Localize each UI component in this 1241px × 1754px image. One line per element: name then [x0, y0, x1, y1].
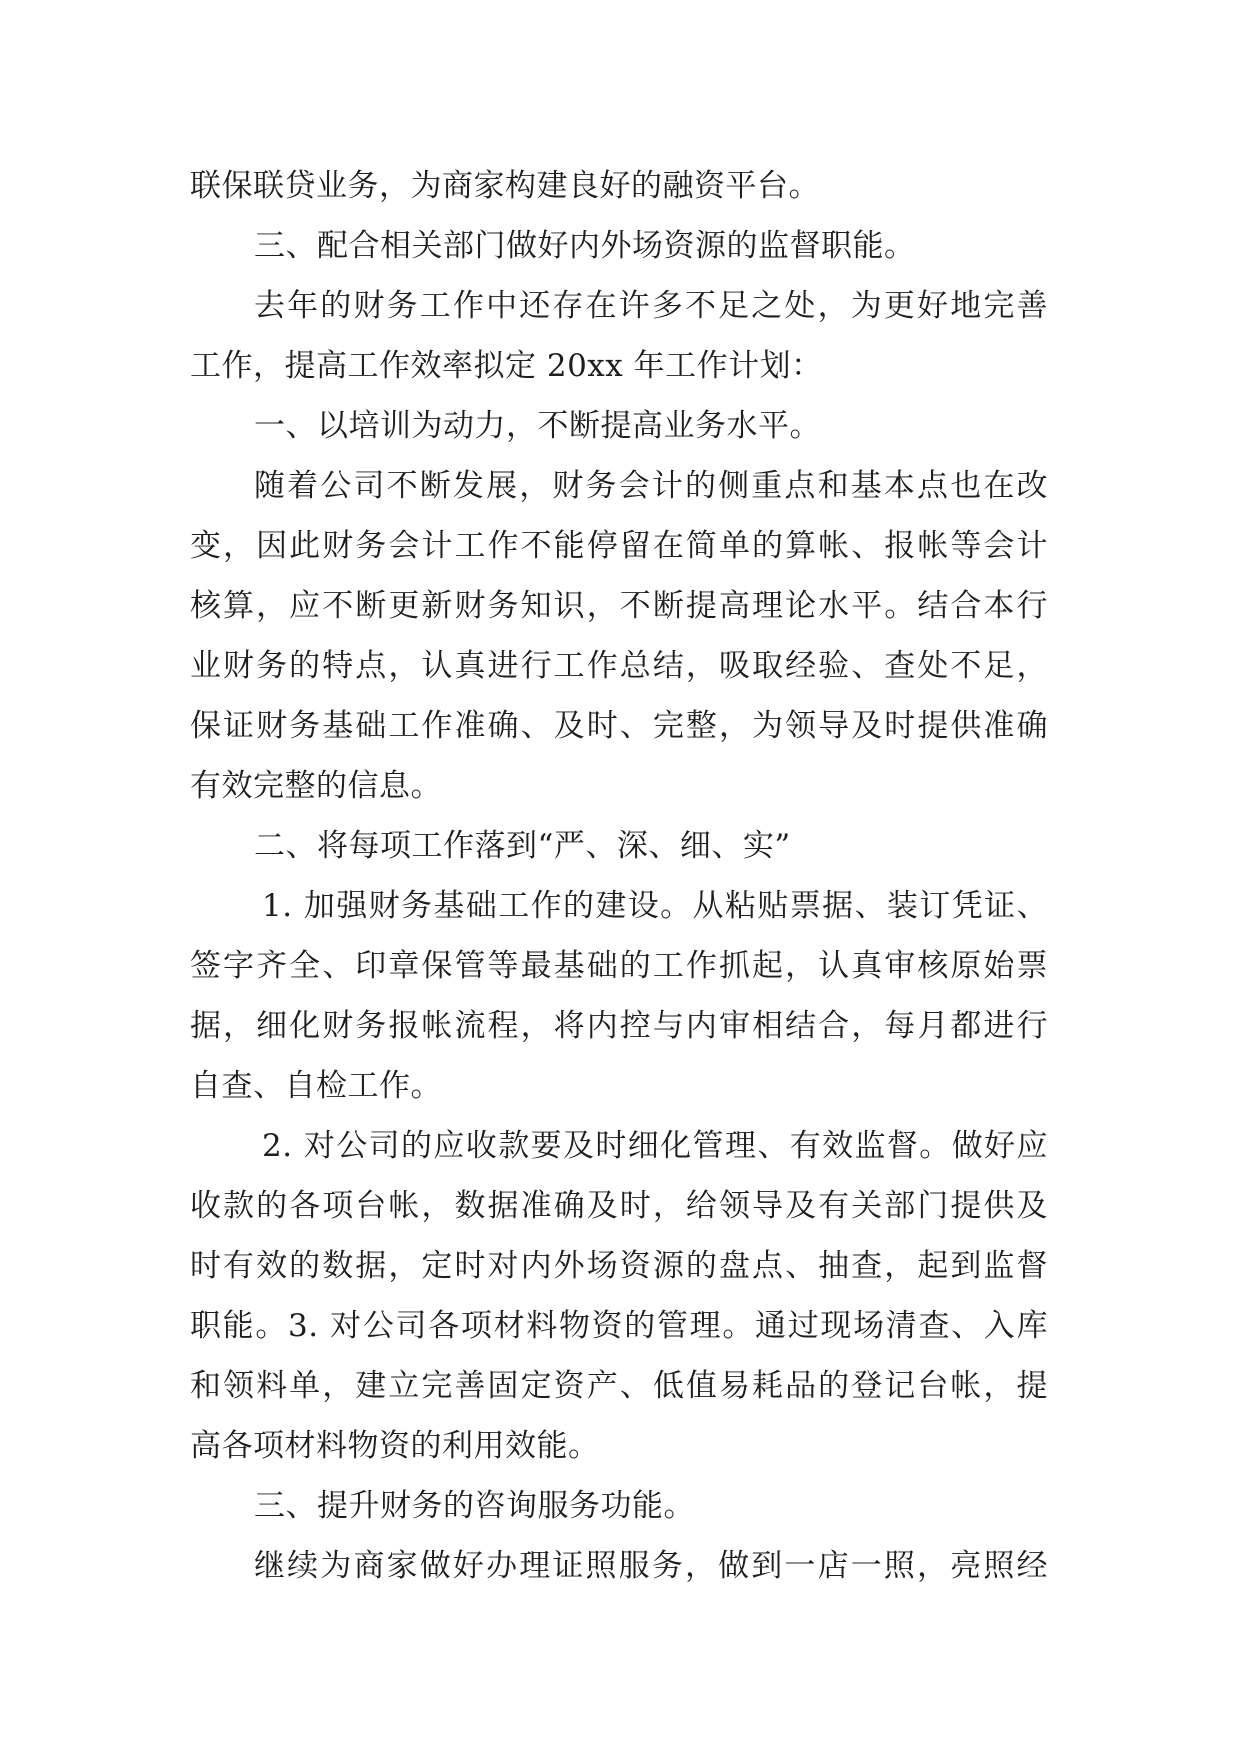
- text-line: 时有效的数据，定时对内外场资源的盘点、抽查，起到监督: [190, 1248, 1048, 1284]
- text-line: 联保联贷业务，为商家构建良好的融资平台。: [190, 168, 820, 204]
- section-heading: 三、配合相关部门做好内外场资源的监督职能。: [254, 228, 916, 264]
- text-line: 签字齐全、印章保管等最基础的工作抓起，认真审核原始票: [190, 948, 1048, 984]
- text-line: 核算，应不断更新财务知识，不断提高理论水平。结合本行: [190, 588, 1048, 624]
- section-heading: 二、将每项工作落到“严、深、细、实”: [254, 828, 791, 864]
- text-line: 有效完整的信息。: [190, 768, 442, 804]
- text-line: 自查、自检工作。: [190, 1068, 442, 1104]
- text-line: 1. 加强财务基础工作的建设。从粘贴票据、装订凭证、: [262, 888, 1048, 924]
- text-line: 高各项材料物资的利用效能。: [190, 1428, 600, 1464]
- text-line: 业财务的特点，认真进行工作总结，吸取经验、查处不足，: [190, 648, 1048, 684]
- text-line: 变，因此财务会计工作不能停留在简单的算帐、报帐等会计: [190, 528, 1048, 564]
- text-line: 保证财务基础工作准确、及时、完整，为领导及时提供准确: [190, 708, 1048, 744]
- text-line: 去年的财务工作中还存在许多不足之处，为更好地完善: [254, 288, 1048, 324]
- text-line: 工作，提高工作效率拟定 20xx 年工作计划：: [190, 348, 823, 384]
- text-line: 收款的各项台帐，数据准确及时，给领导及有关部门提供及: [190, 1188, 1048, 1224]
- text-line: 据，细化财务报帐流程，将内控与内审相结合，每月都进行: [190, 1008, 1048, 1044]
- text-line: 随着公司不断发展，财务会计的侧重点和基本点也在改: [254, 468, 1048, 504]
- text-line: 职能。3. 对公司各项材料物资的管理。通过现场清查、入库: [190, 1308, 1048, 1344]
- text-line: 继续为商家做好办理证照服务，做到一店一照，亮照经: [254, 1548, 1048, 1584]
- section-heading: 三、提升财务的咨询服务功能。: [254, 1488, 695, 1524]
- section-heading: 一、以培训为动力，不断提高业务水平。: [254, 408, 821, 444]
- text-line: 和领料单，建立完善固定资产、低值易耗品的登记台帐，提: [190, 1368, 1048, 1404]
- text-line: 2. 对公司的应收款要及时细化管理、有效监督。做好应: [262, 1128, 1048, 1164]
